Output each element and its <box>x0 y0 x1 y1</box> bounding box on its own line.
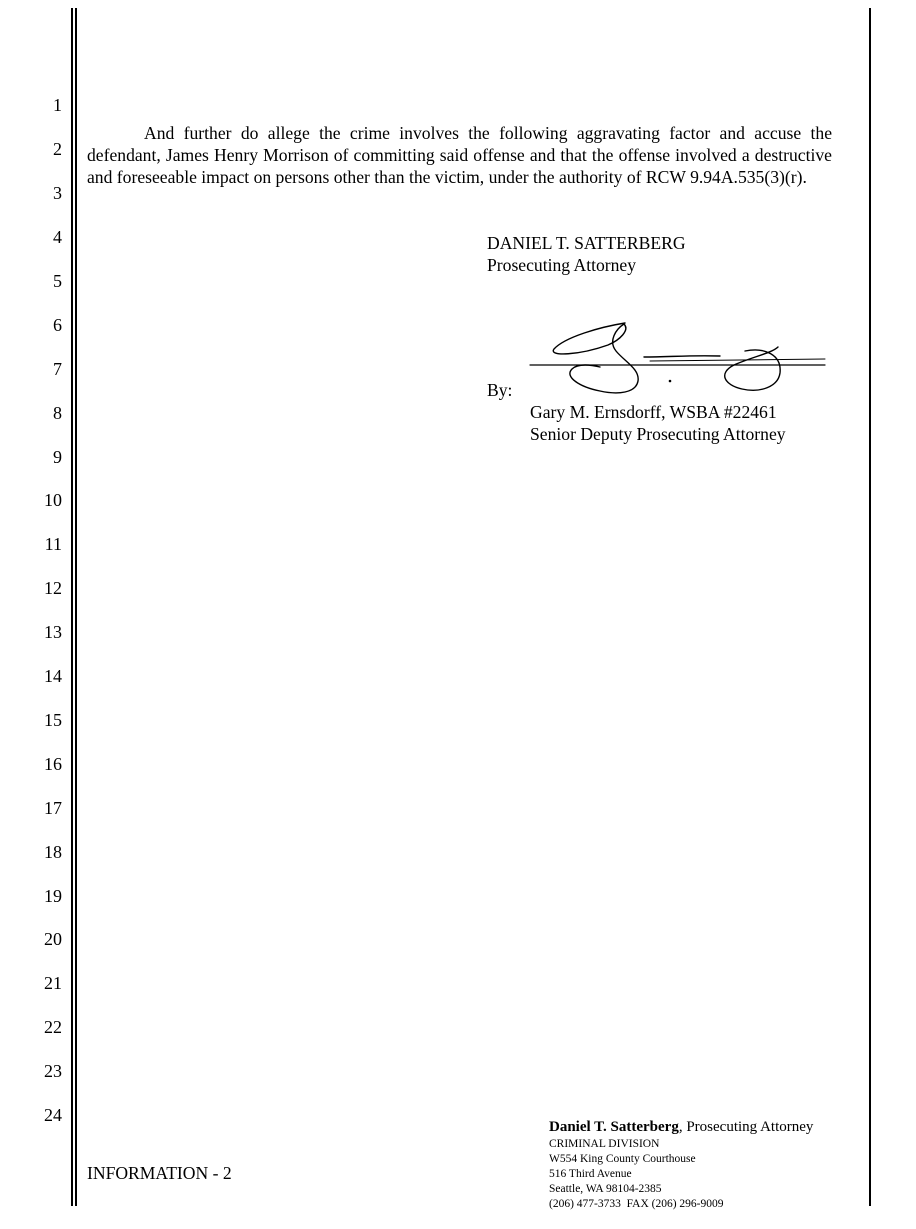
line-number: 1 <box>53 95 62 115</box>
line-number: 20 <box>44 929 62 949</box>
line-number: 5 <box>53 271 62 291</box>
line-number: 14 <box>44 666 62 686</box>
right-margin-rule <box>869 8 871 1206</box>
line-number: 17 <box>44 798 62 818</box>
line-number: 19 <box>44 886 62 906</box>
line-number: 22 <box>44 1017 62 1037</box>
deputy-name: Gary M. Ernsdorff, WSBA #22461 <box>530 402 777 422</box>
line-number: 23 <box>44 1061 62 1081</box>
line-number: 13 <box>44 622 62 642</box>
line-number: 18 <box>44 842 62 862</box>
line-number: 12 <box>44 578 62 598</box>
handwritten-signature <box>520 315 830 405</box>
line-number: 4 <box>53 227 62 247</box>
office-address-block <box>549 1118 813 1212</box>
prosecutor-title: Prosecuting Attorney <box>487 255 637 275</box>
left-margin-rule-outer <box>71 8 73 1206</box>
line-number: 16 <box>44 754 62 774</box>
line-number: 24 <box>44 1105 62 1125</box>
line-number: 10 <box>44 490 62 510</box>
line-number: 9 <box>53 447 62 467</box>
office-room: W554 King County Courthouse <box>549 1153 696 1165</box>
line-number: 11 <box>44 534 62 554</box>
deputy-title: Senior Deputy Prosecuting Attorney <box>530 424 786 444</box>
line-number: 7 <box>53 359 62 379</box>
aggravating-factor-paragraph: And further do allege the crime involves the following aggravating factor and accuse the defendant, James Henry Morrison of committing said offense and that the offense involved a destructive and foreseeable impact on persons other than the victim, under the authority of RCW 9.94A.535(3)(r). <box>87 123 832 187</box>
line-number: 8 <box>53 403 62 423</box>
prosecutor-name: DANIEL T. SATTERBERG <box>487 233 686 253</box>
office-city: Seattle, WA 98104-2385 <box>549 1183 662 1195</box>
line-number: 3 <box>53 183 62 203</box>
line-number: 21 <box>44 973 62 993</box>
line-number: 2 <box>53 139 62 159</box>
office-street: 516 Third Avenue <box>549 1168 632 1180</box>
line-number: 6 <box>53 315 62 335</box>
office-division: CRIMINAL DIVISION <box>549 1138 660 1150</box>
document-footer-title: INFORMATION - 2 <box>87 1163 232 1183</box>
by-label: By: <box>487 380 513 400</box>
line-number: 15 <box>44 710 62 730</box>
left-margin-rule-inner <box>75 8 77 1206</box>
office-heading <box>549 1118 813 1137</box>
office-attorney-title: , Prosecuting Attorney <box>678 1119 814 1135</box>
office-attorney-name: Daniel T. Satterberg <box>549 1119 679 1135</box>
office-phone-fax: (206) 477-3733 FAX (206) 296-9009 <box>549 1198 724 1210</box>
